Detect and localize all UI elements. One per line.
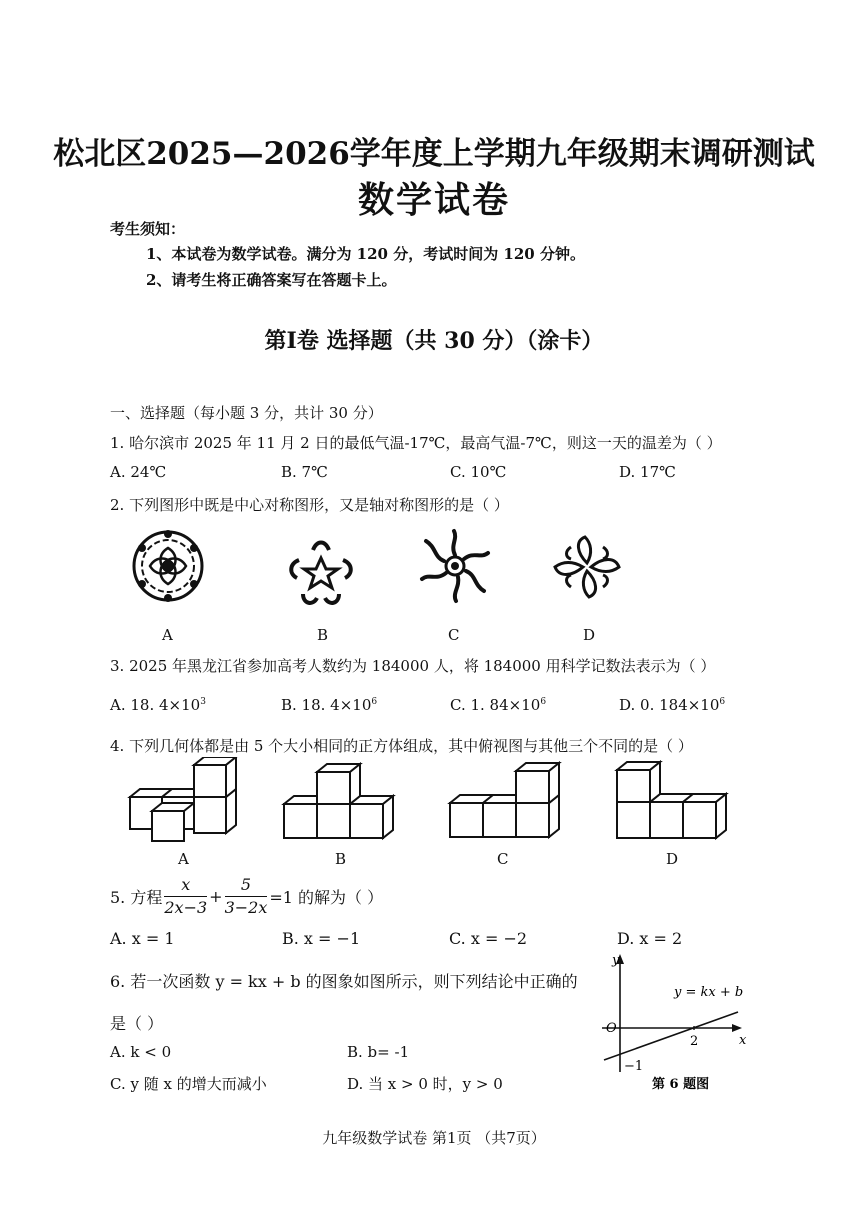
q2-label-c: C <box>448 626 460 644</box>
q4-label-a: A <box>178 850 189 868</box>
origin-label: O <box>606 1021 617 1036</box>
q2-label-b: B <box>317 626 329 644</box>
y-intercept-label: −1 <box>624 1059 644 1074</box>
section-title: 第Ⅰ卷 选择题（共 30 分）（涂卡） <box>264 328 604 354</box>
q3-option-d: D. 0. $184\times 10^6$ <box>619 696 726 714</box>
q6-graph <box>596 952 756 1097</box>
q6-stem-line2: 是（ ） <box>110 1014 164 1033</box>
q5-frac2-denominator: 3−2x <box>224 898 268 917</box>
q4-figure-a <box>126 757 242 843</box>
q4-stem: 4. 下列几何体都是由 5 个大小相同的正方体组成，其中俯视图与其他三个不同的是（ ） <box>110 737 693 755</box>
q2-stem: 2. 下列图形中既是中心对称图形，又是轴对称图形的是（ ） <box>110 496 509 514</box>
q5-fraction-1 <box>164 874 207 919</box>
q2-label-a: A <box>162 626 173 644</box>
q3-stem: 3. 2025 年黑龙江省参加高考人数约为 184000 人，将 184000 用科学记数法表示为（ ） <box>110 657 716 675</box>
function-line <box>604 1012 738 1060</box>
x-axis-label: x <box>739 1033 747 1048</box>
graph-caption: 第 6 题图 <box>652 1077 710 1092</box>
q2-figure-c <box>416 527 494 605</box>
q3-option-a: A. 18. $4\times 10^3$ <box>110 696 206 714</box>
q6-option-a: A. k < 0 <box>110 1043 172 1061</box>
q1-option-a: A. 24℃ <box>110 463 167 481</box>
q4-figure-c <box>447 757 563 843</box>
page-footer: 九年级数学试卷 第1页 （共7页） <box>322 1129 546 1147</box>
q2-figure-a <box>128 526 208 606</box>
q4-figure-d <box>613 760 729 844</box>
q1-option-b: B. 7℃ <box>281 463 328 481</box>
q4-figure-b <box>280 762 396 842</box>
q4-label-c: C <box>497 850 509 868</box>
q4-label-d: D <box>666 850 679 868</box>
q4-label-b: B <box>335 850 347 868</box>
notice-item-1: 1、本试卷为数学试卷。满分为 120 分，考试时间为 120 分钟。 <box>146 245 585 263</box>
q6-option-c: C. y 随 x 的增大而减小 <box>110 1075 267 1093</box>
q3-option-c: C. 1. $84\times 10^6$ <box>450 696 547 714</box>
q5-frac2-numerator: 5 <box>225 874 268 897</box>
q5-frac1-numerator: x <box>164 874 207 897</box>
q3-option-b: B. 18. $4\times 10^6$ <box>281 696 378 714</box>
exam-subtitle: 数学试卷 <box>357 179 510 221</box>
exam-title: 松北区2025—2026学年度上学期九年级期末调研测试 <box>53 136 815 172</box>
x-intercept-label: 2 <box>690 1034 699 1049</box>
q2-figure-b <box>283 536 359 606</box>
q5-stem <box>110 874 383 919</box>
y-axis-label: y <box>612 953 620 968</box>
q5-suffix: =1 的解为（ ） <box>269 888 384 907</box>
q5-plus: + <box>209 887 223 906</box>
part-one-heading: 一、选择题（每小题 3 分，共计 30 分） <box>110 404 383 422</box>
notice-heading: 考生须知： <box>110 220 186 238</box>
line-label: y = kx + b <box>674 985 744 1000</box>
q5-option-d: D. x = 2 <box>617 929 683 948</box>
q6-stem-line1: 6. 若一次函数 y = kx + b 的图象如图所示，则下列结论中正确的 <box>110 972 578 991</box>
q2-figure-d <box>551 533 623 601</box>
q5-fraction-2 <box>225 874 268 919</box>
q5-frac1-denominator: 2x−3 <box>164 898 208 917</box>
q5-prefix: 5. 方程 <box>110 888 163 907</box>
q6-option-d: D. 当 x > 0 时，y > 0 <box>347 1075 503 1093</box>
q2-label-d: D <box>583 626 596 644</box>
x-axis-arrow <box>732 1024 742 1032</box>
q5-option-b: B. x = −1 <box>282 929 361 948</box>
q1-option-c: C. 10℃ <box>450 463 507 481</box>
notice-item-2: 2、请考生将正确答案写在答题卡上。 <box>146 271 397 289</box>
q1-option-d: D. 17℃ <box>619 463 676 481</box>
q5-option-c: C. x = −2 <box>449 929 528 948</box>
q5-option-a: A. x = 1 <box>110 929 175 948</box>
q6-option-b: B. b= -1 <box>347 1043 410 1061</box>
q1-stem: 1. 哈尔滨市 2025 年 11 月 2 日的最低气温-17℃，最高气温-7℃，则这一天的温差为（ ） <box>110 434 722 452</box>
